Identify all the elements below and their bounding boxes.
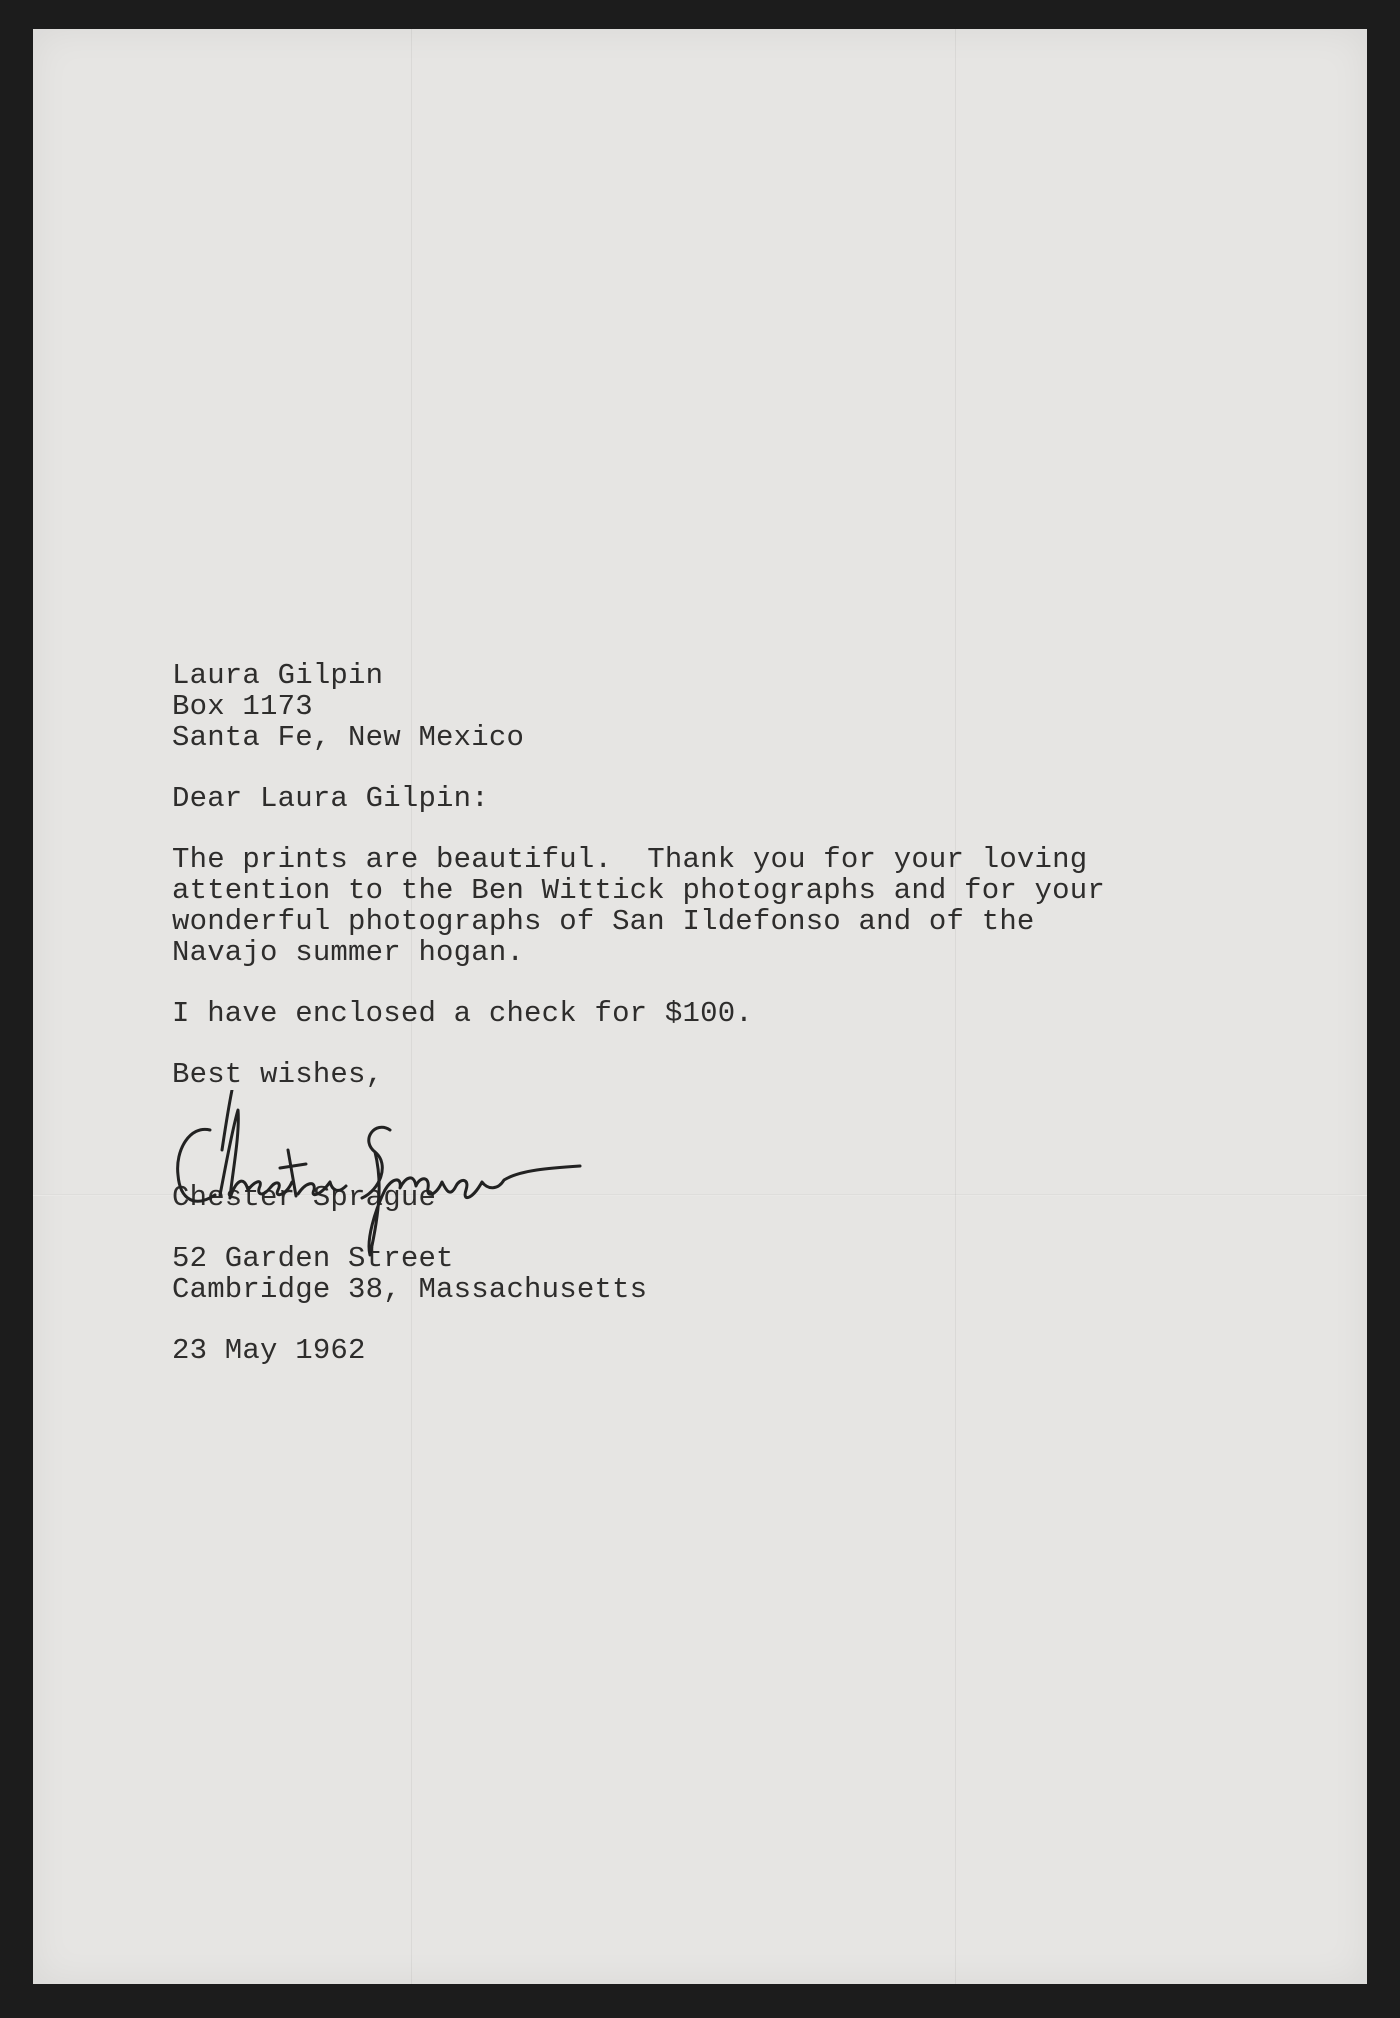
body-line-3: wonderful photographs of San Ildefonso and of the bbox=[172, 905, 1035, 938]
recipient-box: Box 1173 bbox=[172, 690, 313, 723]
sender-street: 52 Garden Street bbox=[172, 1242, 454, 1275]
body-line-2: attention to the Ben Wittick photographs and for your bbox=[172, 874, 1105, 907]
recipient-city: Santa Fe, New Mexico bbox=[172, 721, 525, 754]
sender-name: Chester Sprague bbox=[172, 1181, 437, 1214]
handwritten-signature bbox=[170, 1090, 610, 1265]
closing: Best wishes, bbox=[172, 1058, 384, 1091]
letter-date: 23 May 1962 bbox=[172, 1334, 366, 1367]
body-paragraph-2: I have enclosed a check for $100. bbox=[172, 997, 753, 1030]
recipient-name: Laura Gilpin bbox=[172, 659, 384, 692]
salutation: Dear Laura Gilpin: bbox=[172, 782, 489, 815]
body-line-1: The prints are beautiful. Thank you for your loving bbox=[172, 843, 1088, 876]
sender-city: Cambridge 38, Massachusetts bbox=[172, 1273, 648, 1306]
body-line-4: Navajo summer hogan. bbox=[172, 936, 525, 969]
